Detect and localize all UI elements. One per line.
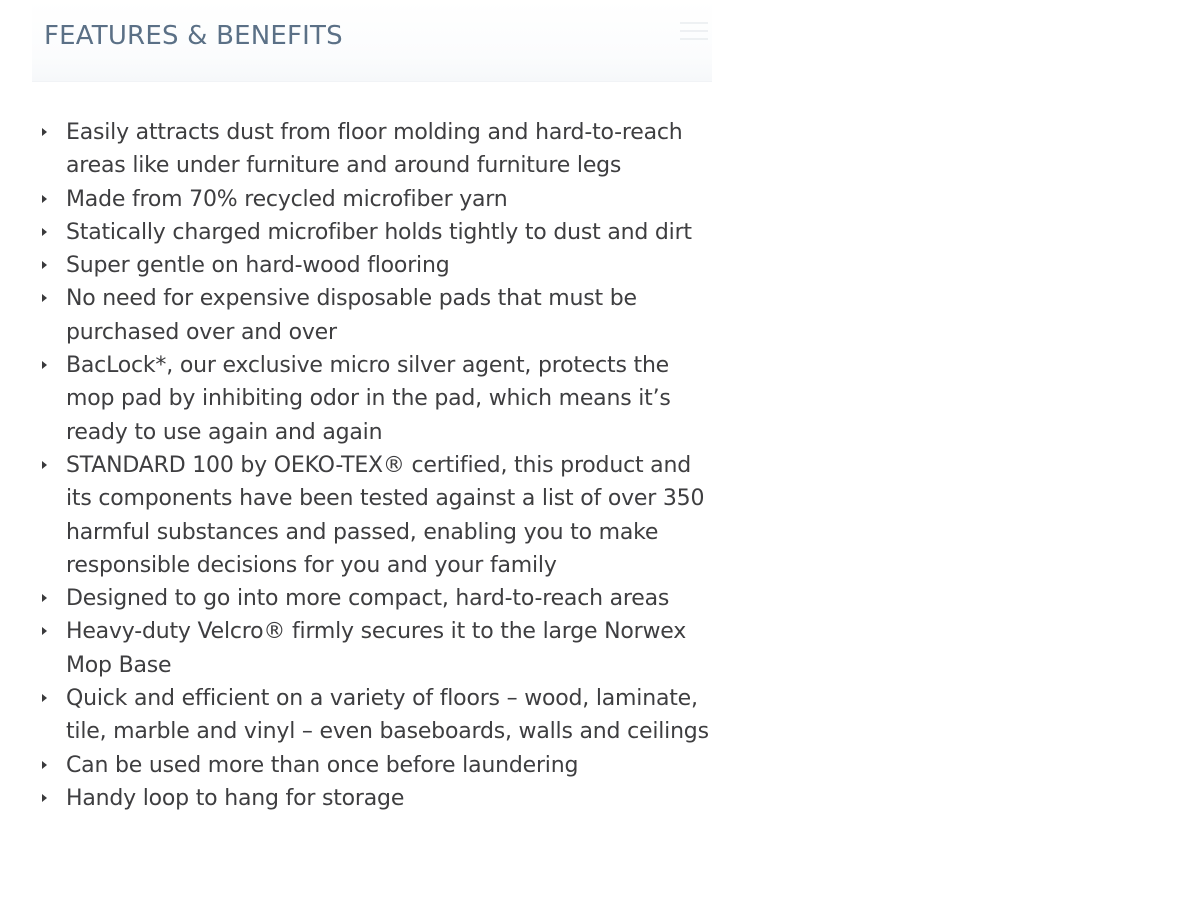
list-item	[40, 116, 720, 183]
feature-text: BacLock*, our exclusive micro silver agent, protects the mop pad by inhibiting odor in the pad, which means it’s ready to use again and again	[66, 353, 671, 445]
triangle-bullet-icon	[42, 128, 47, 136]
feature-text: Made from 70% recycled microfiber yarn	[66, 186, 508, 212]
feature-text: Designed to go into more compact, hard-to-reach areas	[66, 586, 670, 612]
triangle-bullet-icon	[42, 761, 47, 769]
features-section-header[interactable]	[32, 0, 712, 82]
features-list	[40, 116, 720, 815]
feature-text: Heavy-duty Velcro® firmly secures it to the large Norwex Mop Base	[66, 619, 687, 678]
triangle-bullet-icon	[42, 627, 47, 635]
feature-text: Quick and efficient on a variety of floors – wood, laminate, tile, marble and vinyl – even baseboards, walls and ceilings	[66, 686, 709, 745]
list-item	[40, 249, 720, 282]
feature-text: Can be used more than once before laundering	[66, 752, 579, 778]
section-title: FEATURES & BENEFITS	[44, 21, 343, 51]
triangle-bullet-icon	[42, 228, 47, 236]
list-item	[40, 782, 720, 815]
feature-text: Handy loop to hang for storage	[66, 785, 405, 811]
feature-text: No need for expensive disposable pads that must be purchased over and over	[66, 286, 637, 345]
triangle-bullet-icon	[42, 195, 47, 203]
list-item	[40, 615, 720, 682]
list-item	[40, 749, 720, 782]
feature-text: STANDARD 100 by OEKO-TEX® certified, this product and its components have been tested against a list of over 350 harmful substances and passed, enabling you to make responsible decisions for you and your family	[66, 452, 705, 578]
list-item	[40, 183, 720, 216]
list-item	[40, 349, 720, 449]
feature-text: Super gentle on hard-wood flooring	[66, 253, 450, 279]
triangle-bullet-icon	[42, 294, 47, 302]
triangle-bullet-icon	[42, 794, 47, 802]
triangle-bullet-icon	[42, 694, 47, 702]
triangle-bullet-icon	[42, 461, 47, 469]
list-item	[40, 216, 720, 249]
list-item	[40, 449, 720, 582]
triangle-bullet-icon	[42, 261, 47, 269]
triangle-bullet-icon	[42, 361, 47, 369]
menu-icon[interactable]	[680, 22, 708, 44]
list-item	[40, 282, 720, 349]
feature-text: Easily attracts dust from floor molding and hard-to-reach areas like under furniture and around furniture legs	[66, 120, 683, 179]
triangle-bullet-icon	[42, 594, 47, 602]
feature-text: Statically charged microfiber holds tightly to dust and dirt	[66, 219, 692, 245]
list-item	[40, 582, 720, 615]
list-item	[40, 682, 720, 749]
